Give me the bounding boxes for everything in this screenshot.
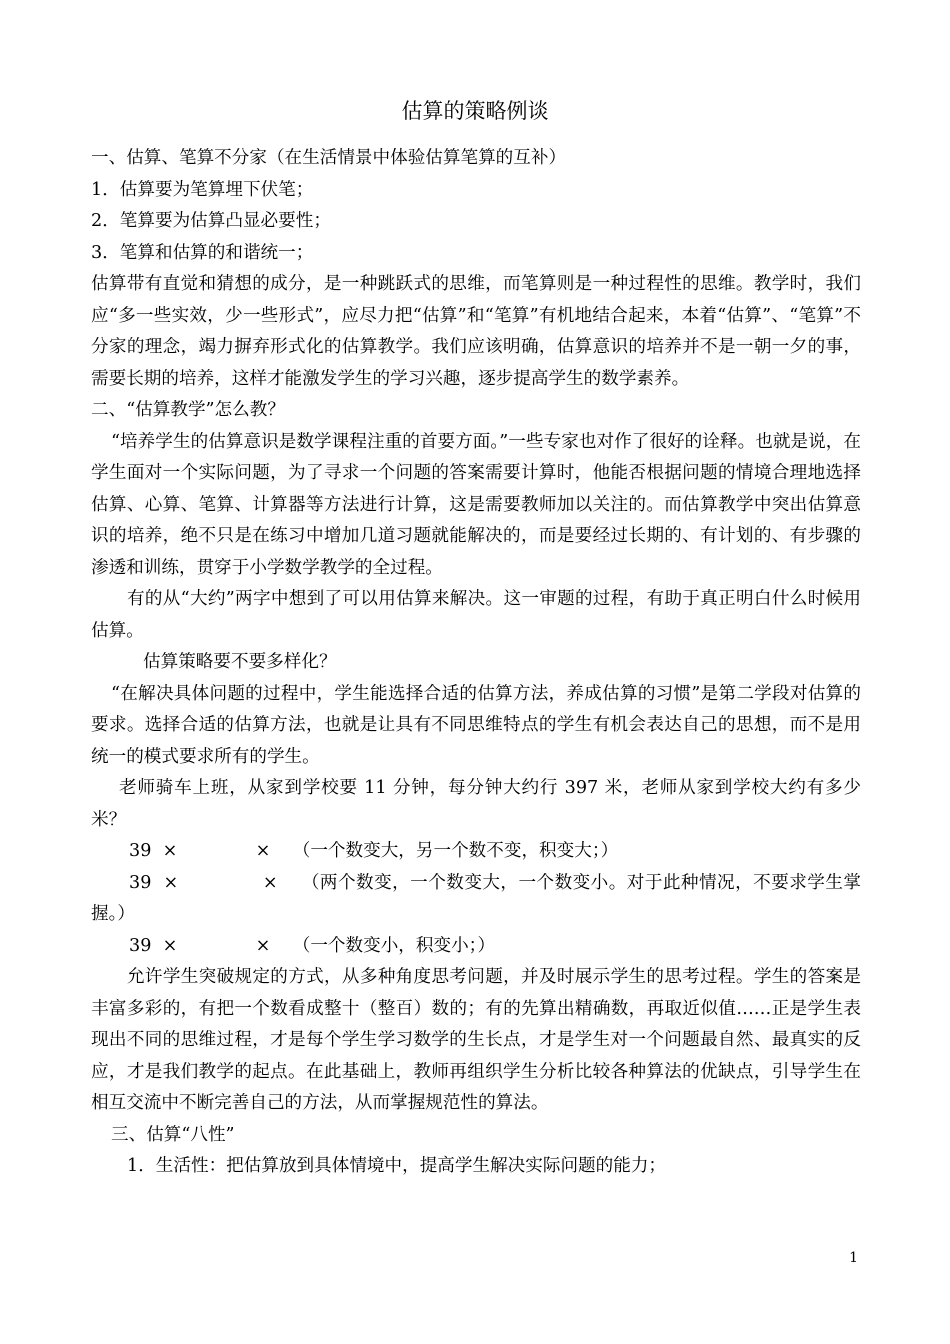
equation-line: 39 × × （一个数变大，另一个数不变，积变大；） [129, 841, 619, 861]
paragraph: 估算带有直觉和猜想的成分，是一种跳跃式的思维，而笔算则是一种过程性的思维。教学时，我们应“多一些实效，少一些形式”，应尽力把“估算”和“笔算”有机地结合起来，本着“估算”、“笔算”不分家的理念，竭力摒弃形式化的估算教学。我们应该明确，估算意识的培养并不是一朝一夕的事，需要长期的培养，这样才能激发学生的学习兴趣，逐步提高学生的数学素养。 [91, 274, 861, 389]
document-title: 估算的策略例谈 [401, 99, 549, 123]
document-body [91, 143, 861, 1183]
equation-line: 39 × × （两个数变，一个数变大，一个数变小。对于此种情况，不要求学生掌握。） [91, 872, 861, 924]
paragraph: 估算策略要不要多样化？ [143, 652, 337, 672]
word-problem: 老师骑车上班，从家到学校要 11 分钟，每分钟大约行 397 米，老师从家到学校大约有多少米？ [91, 778, 861, 830]
list-item: 3．笔算和估算的和谐统一； [91, 242, 314, 263]
equation-line: 39 × × （一个数变小，积变小；） [129, 935, 496, 956]
paragraph: “在解决具体问题的过程中，学生能选择合适的估算方法，养成估算的习惯”是第二学段对估算的要求。选择合适的估算方法，也就是让具有不同思维特点的学生有机会表达自己的思想，而不是用统一的模式要求所有的学生。 [91, 683, 861, 767]
section-heading-1: 一、估算、笔算不分家（在生活情景中体验估算笔算的互补） [91, 148, 567, 168]
page-number: 1 [849, 1250, 858, 1266]
paragraph: 有的从“大约”两字中想到了可以用估算来解决。这一审题的过程，有助于真正明白什么时候用估算。 [91, 589, 861, 641]
list-item: 1．生活性：把估算放到具体情境中，提高学生解决实际问题的能力； [127, 1156, 667, 1176]
list-item: 1．估算要为笔算埋下伏笔； [91, 179, 314, 200]
section-heading-3: 三、估算“八性” [111, 1124, 235, 1145]
paragraph: “培养学生的估算意识是数学课程注重的首要方面。”一些专家也对作了很好的诠释。也就是说，在学生面对一个实际问题，为了寻求一个问题的答案需要计算时，他能否根据问题的情境合理地选择估算、心算、笔算、计算器等方法进行计算，这是需要教师加以关注的。而估算教学中突出估算意识的培养，绝不只是在练习中增加几道习题就能解决的，而是要经过长期的、有计划的、有步骤的渗透和训练，贯穿于小学数学教学的全过程。 [91, 431, 861, 578]
section-heading-2: 二、“估算教学”怎么教？ [91, 400, 285, 420]
list-item: 2．笔算要为估算凸显必要性； [91, 211, 331, 231]
paragraph: 允许学生突破规定的方式，从多种角度思考问题，并及时展示学生的思考过程。学生的答案是丰富多彩的，有把一个数看成整十（整百）数的；有的先算出精确数，再取近似值……正是学生表现出不同的思维过程，才是每个学生学习数学的生长点，才是学生对一个问题最自然、最真实的反应，才是我们教学的起点。在此基础上，教师再组织学生分析比较各种算法的优缺点，引导学生在相互交流中不断完善自己的方法，从而掌握规范性的算法。 [91, 967, 861, 1113]
